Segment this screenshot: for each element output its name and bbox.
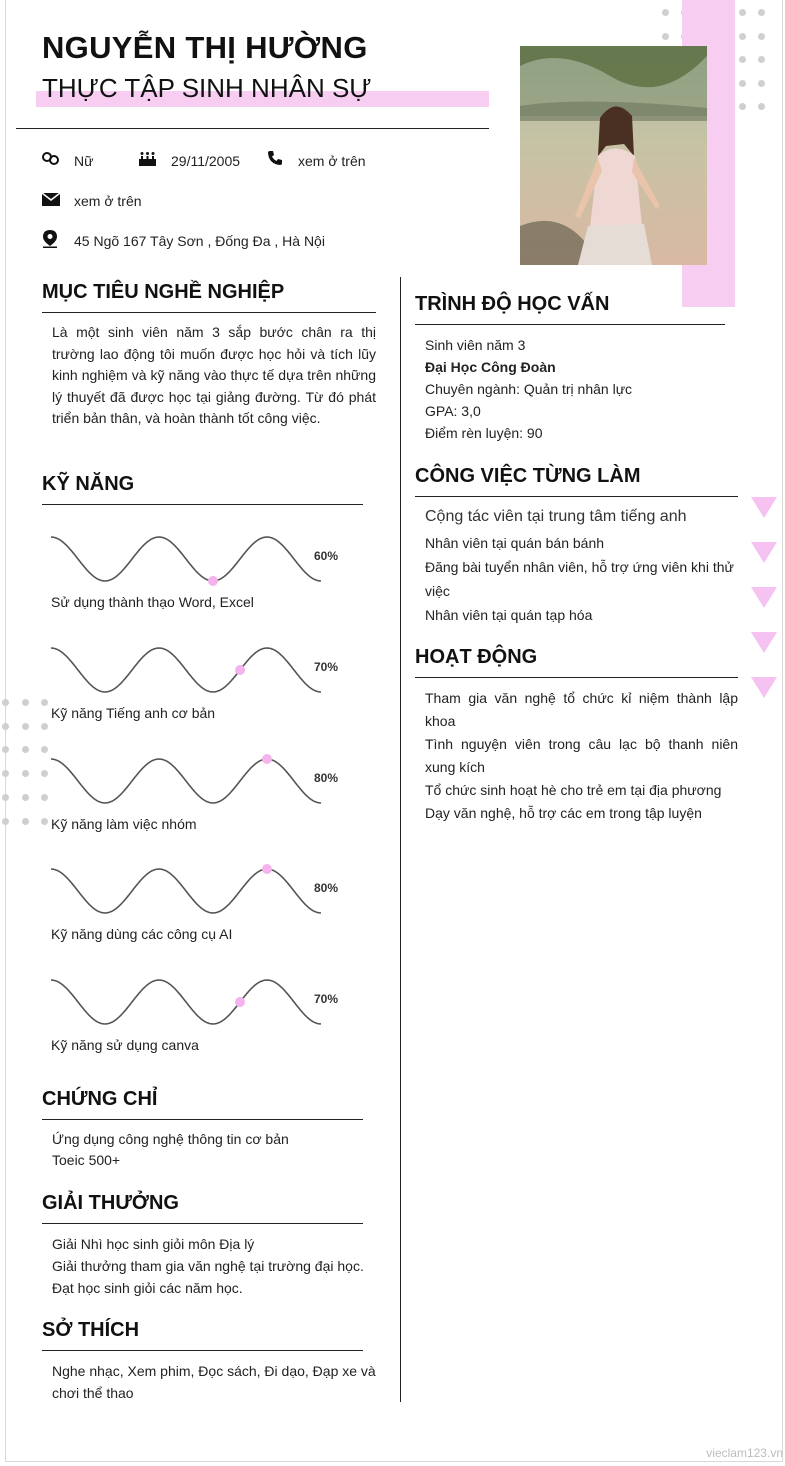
activities-title: HOẠT ĐỘNG bbox=[415, 646, 538, 668]
awards-title: GIẢI THƯỞNG bbox=[42, 1192, 179, 1214]
profile-photo bbox=[520, 46, 707, 265]
skill-label: Kỹ năng làm việc nhóm bbox=[51, 815, 197, 832]
skill-wave-gauge bbox=[48, 971, 328, 1031]
decorative-dot bbox=[22, 746, 29, 753]
phone-icon bbox=[267, 150, 283, 166]
skill-percent: 80% bbox=[314, 770, 339, 785]
activities-list bbox=[425, 687, 738, 825]
decorative-dot bbox=[662, 9, 669, 16]
phone-value: xem ở trên bbox=[298, 153, 366, 169]
hobbies-text: Nghe nhạc, Xem phim, Đọc sách, Đi dạo, Đạp xe và chơi thể thao bbox=[52, 1363, 376, 1401]
decorative-dot bbox=[739, 80, 746, 87]
awards-divider bbox=[42, 1223, 363, 1224]
decorative-dot bbox=[41, 794, 48, 801]
decorative-dot bbox=[22, 723, 29, 730]
award-item: Giải Nhì học sinh giỏi môn Địa lý bbox=[52, 1236, 255, 1252]
skill-wave-line bbox=[51, 980, 321, 1024]
activity-item: Dạy văn nghệ, hỗ trợ các em trong tập luyện bbox=[425, 805, 702, 821]
experience-item: Đăng bài tuyển nhân viên, hỗ trợ ứng viên khi thử việc bbox=[425, 559, 734, 599]
skill-level-marker bbox=[262, 864, 272, 874]
email-value: xem ở trên bbox=[74, 193, 142, 209]
decorative-dot bbox=[758, 103, 765, 110]
certificates-list bbox=[52, 1129, 372, 1171]
education-school: Đại Học Công Đoàn bbox=[425, 359, 556, 375]
cake-icon bbox=[138, 150, 157, 167]
skill-wave-gauge bbox=[48, 639, 328, 699]
certificates-divider bbox=[42, 1119, 363, 1120]
decorative-dot bbox=[739, 33, 746, 40]
decorative-dot bbox=[758, 9, 765, 16]
decorative-dot bbox=[739, 9, 746, 16]
activity-item: Tổ chức sinh hoạt hè cho trẻ em tại địa phương bbox=[425, 782, 722, 798]
education-major: Chuyên ngành: Quản trị nhân lực bbox=[425, 381, 633, 397]
activity-item: Tình nguyện viên trong câu lạc bộ thanh niên xung kích bbox=[425, 736, 738, 775]
experience-item: Nhân viên tại quán bán bánh bbox=[425, 535, 605, 551]
decorative-dot bbox=[2, 818, 9, 825]
address-value: 45 Ngõ 167 Tây Sơn , Đống Đa , Hà Nội bbox=[74, 233, 325, 249]
birthday-value: 29/11/2005 bbox=[171, 153, 241, 169]
activities-divider bbox=[415, 677, 738, 678]
education-year: Sinh viên năm 3 bbox=[425, 337, 526, 353]
certificate-item: Ứng dụng công nghệ thông tin cơ bản bbox=[52, 1131, 289, 1147]
decorative-dot bbox=[2, 723, 9, 730]
certificates-title: CHỨNG CHỈ bbox=[42, 1088, 158, 1110]
gender-icon bbox=[41, 151, 61, 167]
header-divider bbox=[16, 128, 489, 129]
decorative-dot bbox=[41, 818, 48, 825]
decorative-triangle bbox=[751, 632, 777, 653]
skills-title: KỸ NĂNG bbox=[42, 473, 135, 495]
certificate-item: Toeic 500+ bbox=[52, 1152, 121, 1168]
skill-wave-line bbox=[51, 537, 321, 581]
skill-percent: 70% bbox=[314, 992, 339, 1007]
decorative-triangle bbox=[751, 677, 777, 698]
objective-text: Là một sinh viên năm 3 sắp bước chân ra thị trường lao động tôi muốn được học hỏi và tích lũy kinh nghiệm và kỹ năng vào thực tế dựa trên những lý thuyết đã được học tại giảng đường. Từ đó phát triển bản thân, và hoàn thành tốt công việc. bbox=[52, 324, 376, 426]
skill-percent: 60% bbox=[314, 549, 339, 563]
decorative-dot bbox=[41, 723, 48, 730]
skill-wave-gauge bbox=[48, 528, 328, 588]
award-item: Đạt học sinh giỏi các năm học. bbox=[52, 1280, 243, 1296]
education-conduct: Điểm rèn luyện: 90 bbox=[425, 425, 543, 441]
activity-item: Tham gia văn nghệ tổ chức kỉ niệm thành lập khoa bbox=[425, 690, 738, 729]
objective-divider bbox=[42, 312, 376, 313]
decorative-dot bbox=[41, 699, 48, 706]
skill-label: Kỹ năng dùng các công cụ AI bbox=[51, 926, 233, 943]
skill-label: Kỹ năng sử dụng canva bbox=[51, 1037, 199, 1054]
decorative-dot bbox=[22, 794, 29, 801]
decorative-dot bbox=[22, 770, 29, 777]
skill-wave-line bbox=[51, 869, 321, 913]
experience-list bbox=[425, 531, 743, 627]
decorative-triangle bbox=[751, 497, 777, 518]
award-item: Giải thưởng tham gia văn nghệ tại trường đại học. bbox=[52, 1258, 364, 1274]
skill-percent: 80% bbox=[314, 881, 339, 896]
objective-title: MỤC TIÊU NGHỀ NGHIỆP bbox=[42, 281, 285, 303]
experience-item: Nhân viên tại quán tạp hóa bbox=[425, 607, 593, 623]
hobbies-divider bbox=[42, 1350, 363, 1351]
skill-percent: 70% bbox=[314, 659, 339, 674]
skill-wave-gauge bbox=[48, 750, 328, 810]
skill-label: Kỹ năng Tiếng anh cơ bản bbox=[51, 704, 216, 721]
decorative-triangle bbox=[751, 542, 777, 563]
skill-wave-gauge bbox=[48, 860, 328, 920]
decorative-dot bbox=[2, 699, 9, 706]
gender-value: Nữ bbox=[74, 153, 94, 169]
decorative-dot bbox=[758, 56, 765, 63]
decorative-dot bbox=[662, 33, 669, 40]
experience-heading: Cộng tác viên tại trung tâm tiếng anh bbox=[425, 508, 687, 525]
skill-level-marker bbox=[262, 754, 272, 764]
skill-wave-line bbox=[51, 648, 321, 692]
location-pin-icon bbox=[43, 230, 57, 248]
decorative-dot bbox=[739, 103, 746, 110]
candidate-name: NGUYỄN THỊ HƯỜNG bbox=[42, 30, 368, 65]
email-icon bbox=[42, 193, 60, 206]
awards-list bbox=[52, 1233, 382, 1299]
skill-wave-line bbox=[51, 759, 321, 803]
decorative-dot bbox=[758, 80, 765, 87]
experience-divider bbox=[415, 496, 738, 497]
hobbies-title: SỞ THÍCH bbox=[42, 1319, 140, 1341]
decorative-dot bbox=[22, 818, 29, 825]
education-details bbox=[425, 334, 735, 444]
education-title: TRÌNH ĐỘ HỌC VẤN bbox=[415, 293, 610, 315]
skill-level-marker bbox=[235, 997, 245, 1007]
education-gpa: GPA: 3,0 bbox=[425, 403, 481, 419]
job-title: THỰC TẬP SINH NHÂN SỰ bbox=[42, 73, 372, 103]
column-divider bbox=[400, 277, 401, 1402]
skills-divider bbox=[42, 504, 363, 505]
skill-level-marker bbox=[235, 665, 245, 675]
decorative-dot bbox=[22, 699, 29, 706]
decorative-triangle bbox=[751, 587, 777, 608]
skill-level-marker bbox=[208, 576, 218, 586]
watermark: vieclam123.vn bbox=[706, 1446, 783, 1460]
decorative-dot bbox=[758, 33, 765, 40]
skill-label: Sử dụng thành thạo Word, Excel bbox=[51, 594, 254, 610]
education-divider bbox=[415, 324, 725, 325]
decorative-dot bbox=[2, 794, 9, 801]
experience-title: CÔNG VIỆC TỪNG LÀM bbox=[415, 465, 641, 487]
decorative-dot bbox=[739, 56, 746, 63]
